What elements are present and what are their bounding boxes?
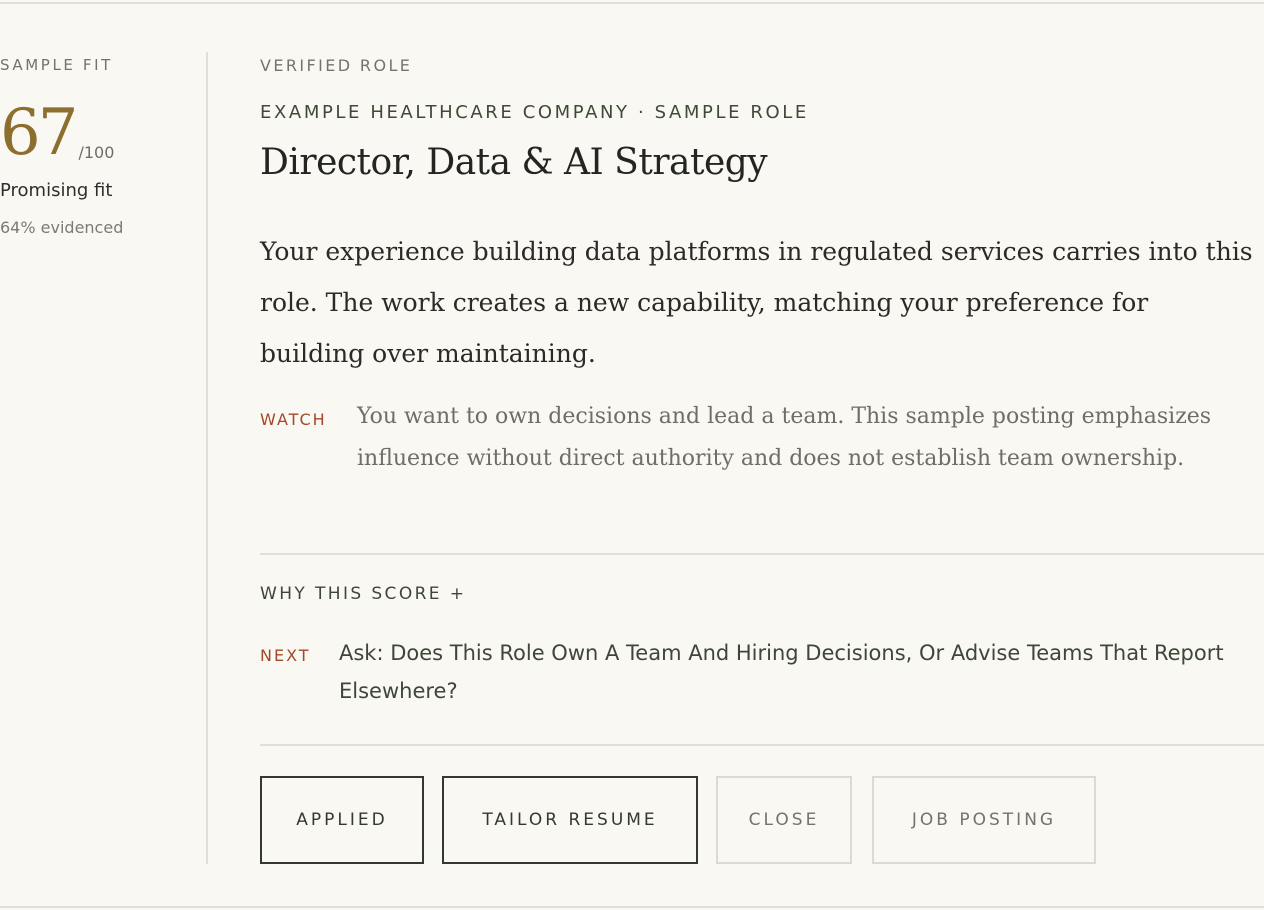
column-divider: [206, 52, 208, 864]
job-posting-button[interactable]: JOB POSTING: [872, 776, 1096, 864]
score-display: [0, 98, 114, 168]
applied-button[interactable]: APPLIED: [260, 776, 424, 864]
tailor-resume-button[interactable]: TAILOR RESUME: [442, 776, 698, 864]
score-panel: [0, 0, 206, 910]
score-value: 67: [0, 96, 76, 170]
fit-label: Promising fit: [0, 180, 113, 201]
section-divider: [260, 744, 1264, 746]
role-title: Director, Data & AI Strategy: [260, 142, 768, 183]
company-line: EXAMPLE HEALTHCARE COMPANY · SAMPLE ROLE: [260, 102, 809, 123]
score-label: SAMPLE FIT: [0, 56, 113, 74]
bottom-divider: [0, 906, 1264, 908]
next-tag: NEXT: [260, 646, 311, 665]
verified-role-label: VERIFIED ROLE: [260, 56, 413, 75]
section-divider: [260, 553, 1264, 555]
watch-note: You want to own decisions and lead a team. This sample posting emphasizes influence without direct authority and does not establish team ownership.: [357, 404, 1212, 471]
close-button[interactable]: CLOSE: [716, 776, 852, 864]
next-step-question: Ask: Does This Role Own A Team And Hiring Decisions, Or Advise Teams That Report Elsewhere?: [339, 641, 1224, 703]
watch-tag: WATCH: [260, 410, 327, 429]
role-detail: [260, 0, 1264, 910]
score-max: /100: [78, 143, 115, 162]
fit-summary: Your experience building data platforms in regulated services carries into this role. The work creates a new capability, matching your preference for building over maintaining.: [260, 237, 1253, 368]
why-this-score-toggle[interactable]: WHY THIS SCORE +: [260, 584, 467, 604]
evidenced-percentage: 64% evidenced: [0, 218, 124, 237]
